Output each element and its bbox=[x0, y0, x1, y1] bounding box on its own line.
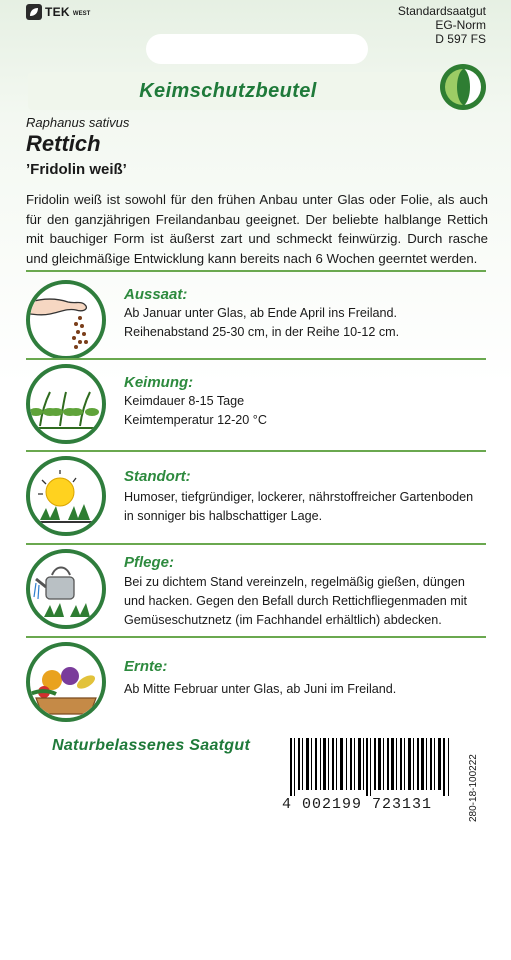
divider bbox=[26, 450, 486, 452]
harvest-basket-icon bbox=[26, 642, 106, 722]
divider bbox=[26, 270, 486, 272]
brand-name: TEK bbox=[45, 5, 70, 19]
banner-title: Keimschutzbeutel bbox=[139, 80, 317, 102]
recycling-symbol-icon bbox=[438, 62, 488, 117]
section-title-aussaat: Aussaat: bbox=[124, 286, 188, 303]
section-text-standort: Humoser, tiefgründiger, lockerer, nährstoffreicher Gartenboden in sonniger bis halbschattiger Lage. bbox=[124, 490, 474, 523]
section-text-ernte: Ab Mitte Februar unter Glas, ab Juni im Freiland. bbox=[124, 682, 397, 696]
brand-logo bbox=[26, 4, 90, 20]
section-title-keimung: Keimung: bbox=[124, 374, 194, 391]
blank-label-area bbox=[146, 34, 368, 64]
section-title-standort: Standort: bbox=[124, 468, 191, 485]
barcode-icon bbox=[288, 738, 458, 796]
section-title-ernte: Ernte: bbox=[124, 658, 168, 675]
section-title-pflege: Pflege: bbox=[124, 554, 175, 571]
divider bbox=[26, 636, 486, 638]
species-name: Rettich bbox=[26, 131, 101, 156]
norm-line: D 597 FS bbox=[435, 32, 486, 46]
seedlings-icon bbox=[26, 364, 106, 444]
norm-line: EG-Norm bbox=[435, 18, 486, 32]
botanical-name: Raphanus sativus bbox=[26, 115, 130, 130]
sowing-hand-icon bbox=[26, 280, 106, 360]
brand-suffix: WEST bbox=[72, 10, 91, 17]
section-text-pflege: Bei zu dichtem Stand vereinzeln, regelmäßig gießen, düngen und hacken. Gegen den Befall durch Rettichfliegenmaden mit Gemüseschutznetz (im Fachhandel erhältlich) abdecken. bbox=[124, 575, 468, 627]
watering-can-icon bbox=[26, 549, 106, 629]
variety-name: ’Fridolin weiß’ bbox=[26, 161, 127, 178]
tagline: Naturbelassenes Saatgut bbox=[52, 737, 251, 754]
article-code: 280-18-100222 bbox=[468, 754, 479, 822]
sun-plants-icon bbox=[26, 456, 106, 536]
norm-line: Standardsaatgut bbox=[397, 4, 486, 18]
divider bbox=[26, 358, 486, 360]
product-description: Fridolin weiß ist sowohl für den frühen Anbau unter Glas oder Folie, als auch für den ganzjährigen Freilandanbau geeignet. Der beliebte halblange Rettich mit bauchiger Form ist äußerst zart und schmeckt feinwürzig. Durch rasche und gleichmäßige Entwicklung kann bereits nach 6 Wochen geerntet werden. bbox=[26, 192, 488, 266]
leaf-icon bbox=[26, 4, 42, 20]
barcode-number: 4 002199 723131 bbox=[282, 796, 433, 813]
divider bbox=[26, 543, 486, 545]
seed-standard bbox=[398, 4, 486, 46]
section-text-keimung: Keimdauer 8-15 Tage Keimtemperatur 12-20 °C bbox=[124, 394, 267, 427]
section-text-aussaat: Ab Januar unter Glas, ab Ende April ins Freiland. Reihenabstand 25-30 cm, in der Reihe 10-12 cm. bbox=[124, 306, 400, 339]
